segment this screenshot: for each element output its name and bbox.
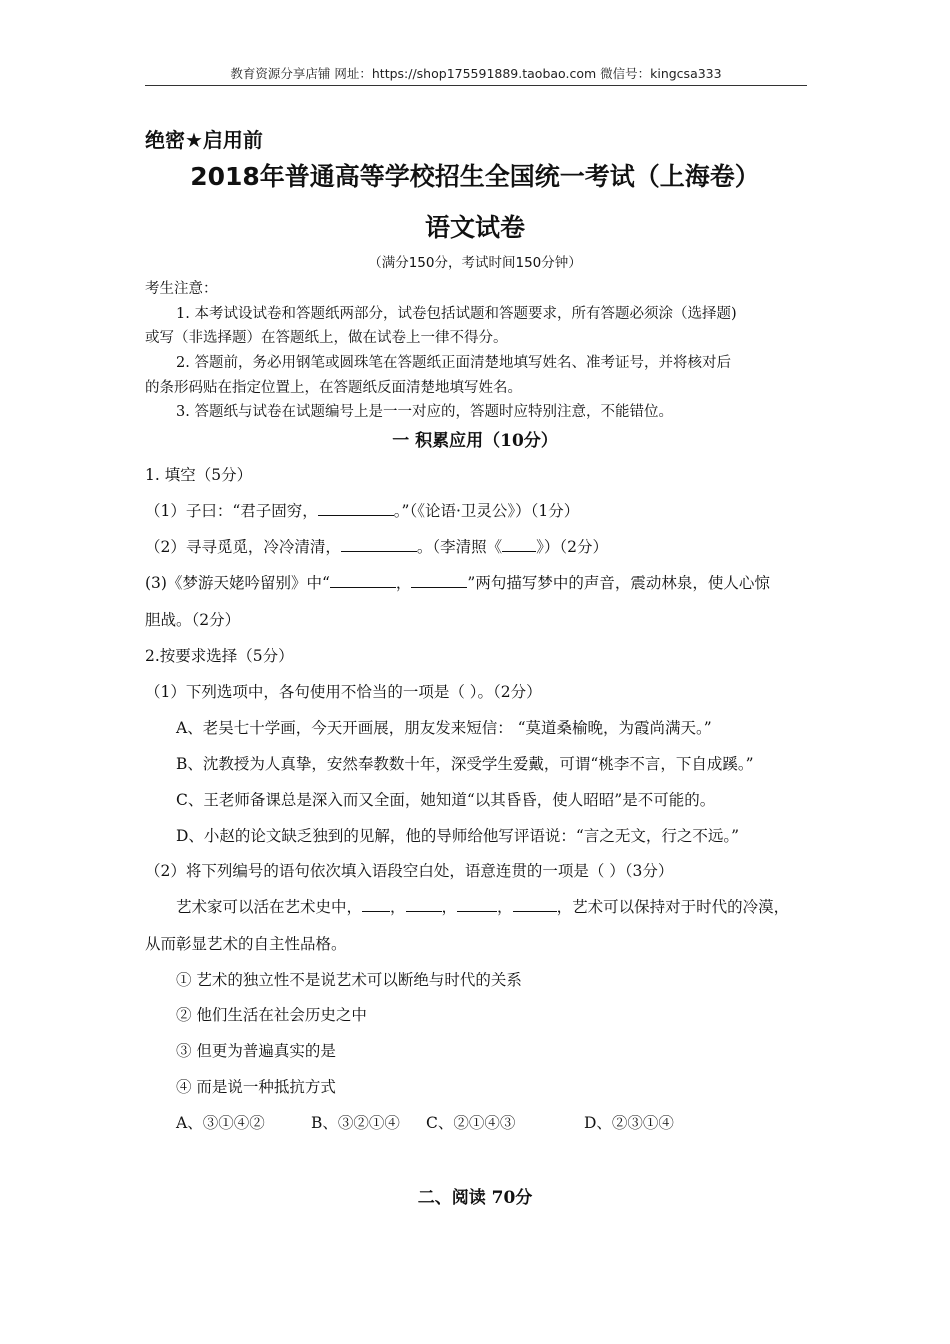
q1-part2-text-a: （2）寻寻觅觅，冷冷清清，: [145, 538, 341, 556]
q1-part2-text-b: 。（李清照《: [416, 538, 503, 556]
notice-item: 1. 本考试设试卷和答题纸两部分，试卷包括试题和答题要求，所有答题必须涂（选择题): [176, 306, 737, 322]
answer-blank[interactable]: [502, 537, 536, 552]
passage-text-a: 艺术家可以活在艺术史中，: [176, 898, 363, 916]
q2-option-c: C、王老师备课总是深入而又全面，她知道“以其昏昏，使人昭昭”是不可能的。: [176, 791, 716, 809]
q1-part3-text-a: (3)《梦游天姥吟留别》中“: [145, 574, 330, 592]
q2-option-d: D、小赵的论文缺乏独到的见解，他的导师给他写评语说：“言之无文，行之不远。”: [176, 827, 740, 845]
q2-item: ③ 但更为普遍真实的是: [176, 1042, 336, 1060]
answer-blank[interactable]: [362, 897, 390, 912]
q1-part3: [145, 571, 770, 593]
q1-part1-text-a: （1）子曰：“君子固穷，: [145, 502, 318, 520]
exam-subtitle: 语文试卷: [424, 213, 525, 242]
section1-title: 一 积累应用（10分）: [392, 431, 558, 451]
q1-part2-text-c: 》）（2分）: [536, 538, 609, 556]
q1-part3-cont: 胆战。（2分）: [145, 611, 241, 629]
q1-part3-text-c: ”两句描写梦中的声音，震动林泉，使人心惊: [467, 574, 770, 592]
answer-blank[interactable]: [330, 573, 396, 588]
q2-choice-a: A、③①④②: [176, 1114, 265, 1132]
q2-passage-cont: 从而彰显艺术的自主性品格。: [145, 935, 347, 953]
notice-heading: 考生注意：: [145, 281, 218, 297]
passage-sep: ，: [497, 898, 513, 916]
q2-option-a: A、老吴七十学画，今天开画展，朋友发来短信： “莫道桑榆晚，为霞尚满天。”: [176, 719, 712, 737]
passage-sep: ，: [441, 898, 458, 916]
q2-label: 2.按要求选择（5分）: [145, 647, 294, 665]
q2-choice-b: B、③②①④: [311, 1114, 400, 1132]
q2-option-b: B、沈教授为人真挚，安然奉教数十年，深受学生爱戴，可谓“桃李不言，下自成蹊。”: [176, 755, 754, 773]
q2-item: ① 艺术的独立性不是说艺术可以断绝与时代的关系: [176, 971, 522, 989]
q2-sub2: （2）将下列编号的语句依次填入语段空白处，语意连贯的一项是（ ）（3分）: [145, 862, 674, 880]
answer-blank[interactable]: [411, 573, 467, 588]
answer-blank[interactable]: [457, 897, 497, 912]
q1-part2: [145, 535, 608, 557]
notice-item: 3. 答题纸与试卷在试题编号上是一一对应的，答题时应特别注意，不能错位。: [176, 404, 673, 420]
exam-title: 2018年普通高等学校招生全国统一考试（上海卷）: [190, 162, 760, 191]
answer-blank[interactable]: [341, 537, 417, 552]
q1-part1: [145, 499, 579, 521]
q2-choice-c: C、②①④③: [426, 1114, 516, 1132]
answer-blank[interactable]: [406, 897, 442, 912]
passage-text-b: ，艺术可以保持对于时代的冷漠，: [556, 898, 790, 916]
answer-blank[interactable]: [318, 501, 394, 516]
q2-choice-d: D、②③①④: [584, 1114, 674, 1132]
header-divider: [145, 85, 807, 86]
q1-part3-text-b: ，: [395, 574, 412, 592]
confidential-label: 绝密★启用前: [145, 128, 263, 152]
passage-sep: ，: [390, 898, 406, 916]
q1-label: 1. 填空（5分）: [145, 466, 253, 484]
q2-item: ② 他们生活在社会历史之中: [176, 1006, 367, 1024]
q2-item: ④ 而是说一种抵抗方式: [176, 1078, 336, 1096]
exam-meta: （满分150分，考试时间150分钟）: [368, 255, 582, 271]
page-header: 教育资源分享店铺 网址：https://shop175591889.taobao.com 微信号：kingcsa333: [230, 66, 722, 81]
notice-item: 2. 答题前，务必用钢笔或圆珠笔在答题纸正面清楚地填写姓名、准考证号，并将核对后: [176, 355, 731, 371]
q2-sub1: （1）下列选项中，各句使用不恰当的一项是（ ）。（2分）: [145, 683, 542, 701]
notice-item: 或写（非选择题）在答题纸上，做在试卷上一律不得分。: [145, 330, 508, 346]
notice-item: 的条形码贴在指定位置上，在答题纸反面清楚地填写姓名。: [145, 380, 522, 396]
answer-blank[interactable]: [513, 897, 557, 912]
q2-passage: [176, 895, 789, 917]
q1-part1-text-b: 。”（《论语·卫灵公》）（1分）: [393, 502, 580, 520]
section2-title: 二、阅读 70分: [417, 1188, 533, 1208]
